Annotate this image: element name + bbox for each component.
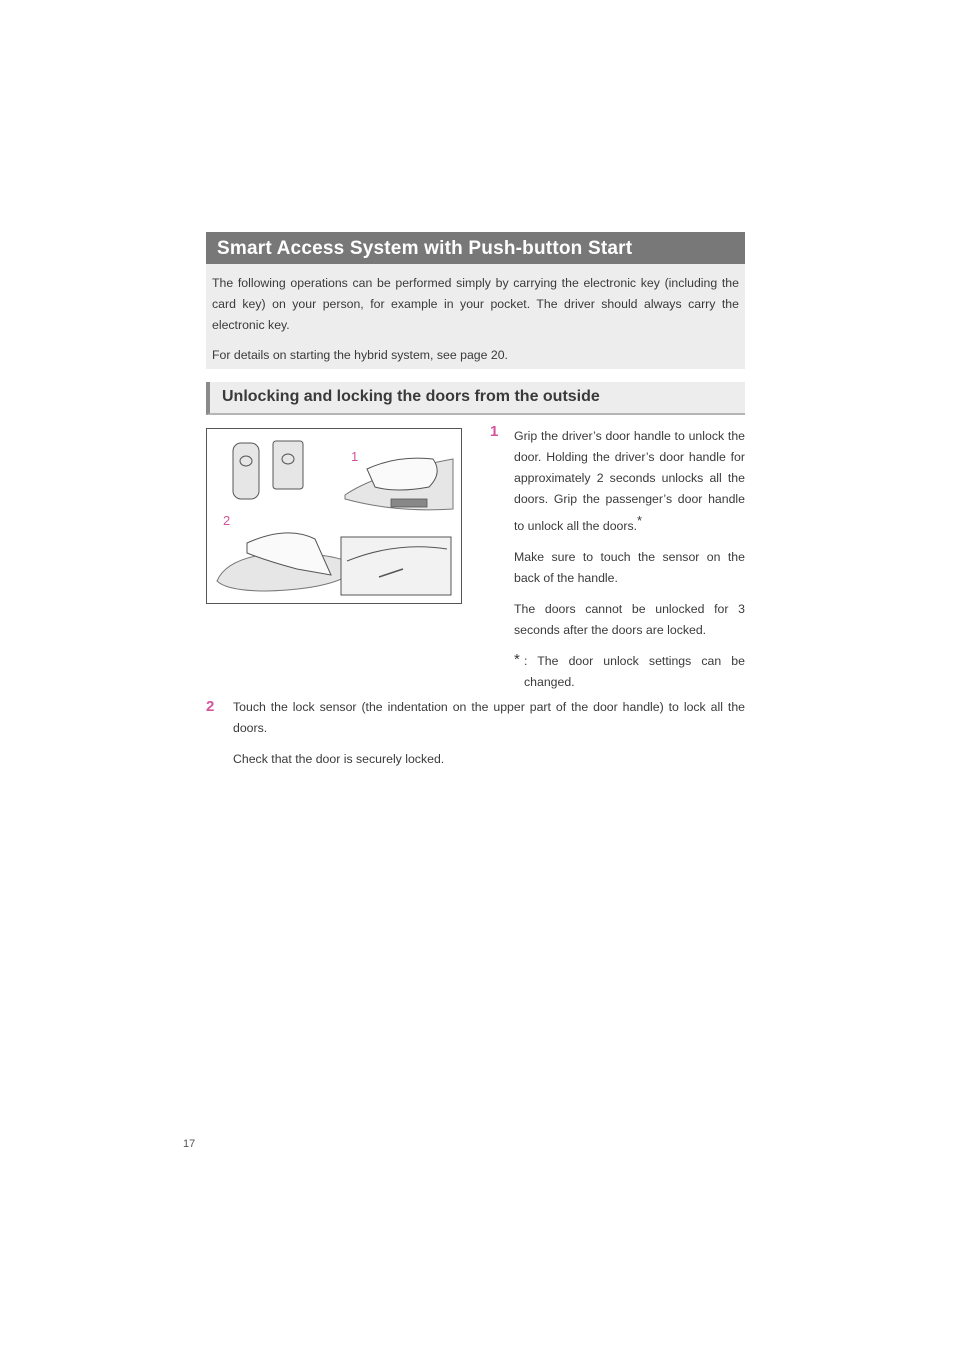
step-1-footnote <box>514 651 745 693</box>
step-1 <box>514 426 745 693</box>
electronic-key-icon <box>233 443 259 499</box>
intro-paragraph-1: The following operations can be performed simply by carrying the electronic key (including the card key) on your person, for example in your pocket. The driver should always carry the electronic key. <box>212 276 739 332</box>
door-handle-drawing <box>207 429 461 603</box>
intro-box <box>206 264 745 369</box>
illustration-callout-1: 1 <box>351 449 359 464</box>
handle-grip-drawing <box>345 458 453 510</box>
card-key-icon <box>273 441 303 489</box>
lock-sensor-drawing <box>217 533 451 595</box>
section-title: Smart Access System with Push-button Start <box>206 232 745 264</box>
step-2-note-1: Check that the door is securely locked. <box>233 752 445 766</box>
door-handle-illustration <box>206 428 462 604</box>
footnote-asterisk: * <box>514 651 520 669</box>
illustration-callout-2: 2 <box>223 513 231 528</box>
step-number-2: 2 <box>206 698 215 715</box>
footnote-mark: * <box>637 513 643 528</box>
step-1-note-2: The doors cannot be unlocked for 3 seconds after the doors are locked. <box>514 602 745 638</box>
step-1-note-1: Make sure to touch the sensor on the back of the handle. <box>514 550 745 586</box>
page-number: 17 <box>183 1138 196 1150</box>
step-2-text: Touch the lock sensor (the indentation on the upper part of the door handle) to lock all the doors. <box>233 700 745 735</box>
step-2 <box>233 697 745 770</box>
subsection-title: Unlocking and locking the doors from the outside <box>206 382 745 415</box>
intro-paragraph-2: For details on starting the hybrid system, see page 20. <box>212 348 508 362</box>
step-number-1: 1 <box>490 423 499 440</box>
footnote-text: : The door unlock settings can be changed. <box>524 654 745 690</box>
step-1-text: Grip the driver’s door handle to unlock the door. Holding the driver’s door handle for approximately 2 seconds unlocks all the doors. Grip the passenger’s door handle to unlock all the doors.* <box>514 429 745 534</box>
